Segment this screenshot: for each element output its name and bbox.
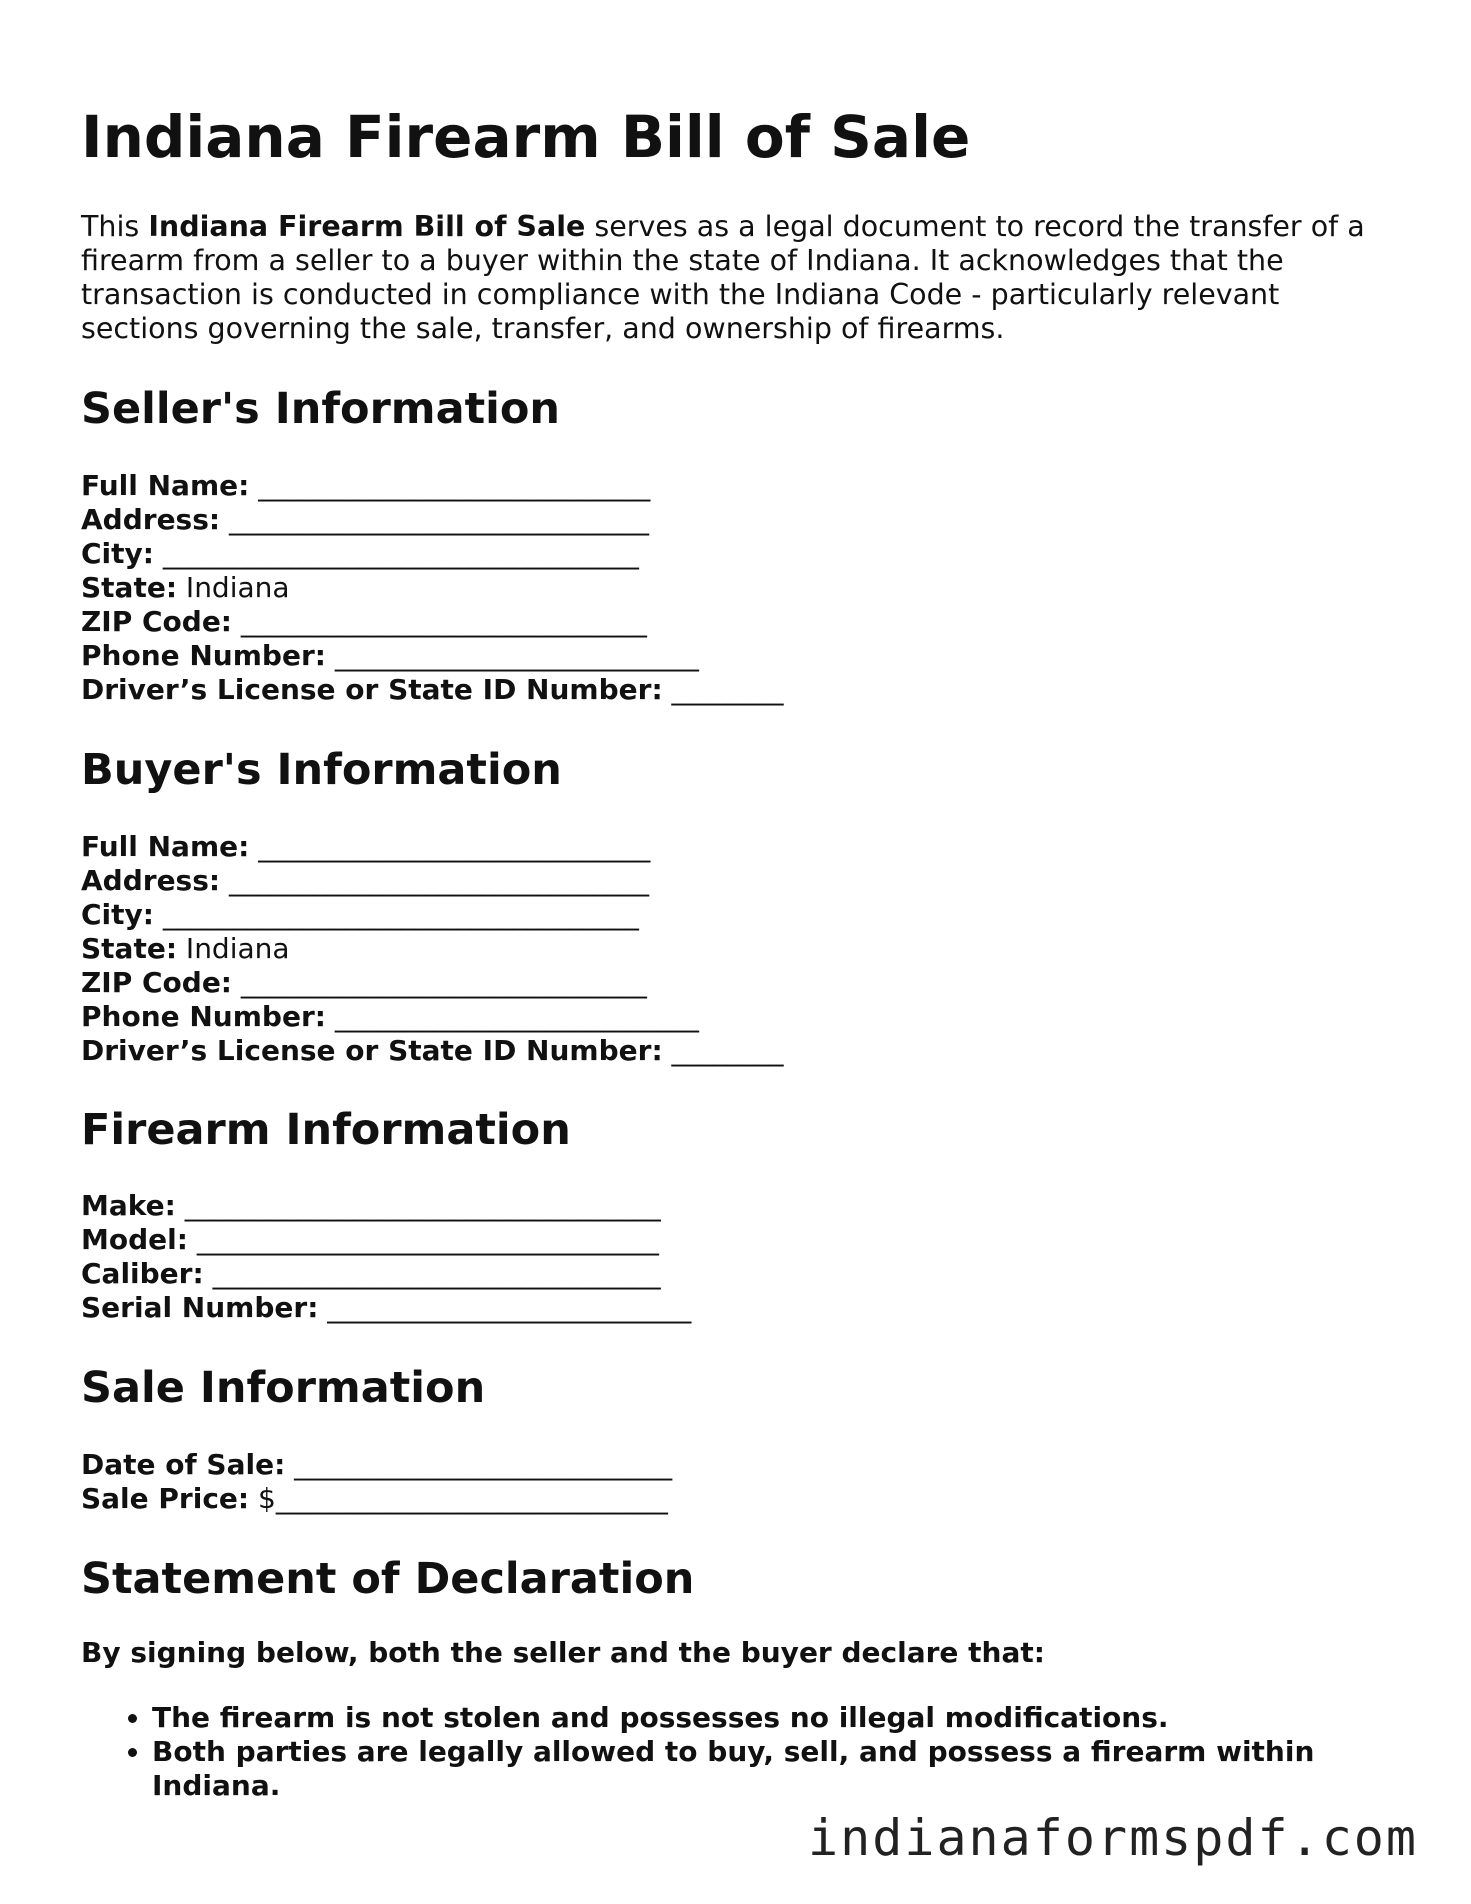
intro-prefix: This <box>81 210 149 243</box>
firearm-make-field[interactable]: Make: __________________________________ <box>81 1189 661 1222</box>
intro-bold-title: Indiana Firearm Bill of Sale <box>148 210 586 243</box>
buyer-zip-field[interactable]: ZIP Code: _____________________________ <box>81 966 647 999</box>
buyer-license-field[interactable]: Driver’s License or State ID Number: ________ <box>81 1034 784 1067</box>
declaration-item: • Both parties are legally allowed to buy, sell, and possess a firearm within Indiana. <box>152 1735 1381 1803</box>
seller-city-field[interactable]: City: __________________________________ <box>81 537 639 570</box>
declaration-list <box>81 1701 1381 1803</box>
sale-price-field[interactable]: Sale Price: $____________________________ <box>81 1482 668 1515</box>
buyer-state-field: State: Indiana <box>81 932 290 965</box>
document-title: Indiana Firearm Bill of Sale <box>81 103 971 171</box>
seller-fields <box>81 469 784 707</box>
seller-license-field[interactable]: Driver’s License or State ID Number: ________ <box>81 673 784 706</box>
buyer-phone-field[interactable]: Phone Number: __________________________ <box>81 1000 699 1033</box>
seller-full-name-field[interactable]: Full Name: ____________________________ <box>81 469 651 502</box>
declaration-item: • The firearm is not stolen and possesses no illegal modifications. <box>152 1701 1381 1735</box>
declaration-lead: By signing below, both the seller and the buyer declare that: <box>81 1636 1045 1669</box>
buyer-fields <box>81 830 784 1068</box>
firearm-fields <box>81 1189 691 1325</box>
buyer-full-name-field[interactable]: Full Name: ____________________________ <box>81 830 651 863</box>
buyer-heading: Buyer's Information <box>81 745 562 795</box>
firearm-model-field[interactable]: Model: _________________________________ <box>81 1223 659 1256</box>
buyer-city-field[interactable]: City: __________________________________ <box>81 898 639 931</box>
intro-paragraph <box>81 210 1401 346</box>
firearm-caliber-field[interactable]: Caliber: ________________________________ <box>81 1257 661 1290</box>
intro-suffix: serves as a legal document to record the transfer of a firearm from a seller to a buyer within the state of Indiana. It acknowledges that the transaction is conducted in compliance with the Indiana Code - particularly relevant sections governing the sale, transfer, and ownership of firearms. <box>81 210 1365 345</box>
sale-heading: Sale Information <box>81 1363 486 1413</box>
watermark-text: indianaformspdf.com <box>808 1809 1418 1867</box>
seller-heading: Seller's Information <box>81 384 561 434</box>
firearm-serial-field[interactable]: Serial Number: __________________________ <box>81 1291 692 1324</box>
sale-date-field[interactable]: Date of Sale: ___________________________ <box>81 1448 673 1481</box>
sale-fields <box>81 1448 672 1516</box>
seller-state-field: State: Indiana <box>81 571 290 604</box>
buyer-address-field[interactable]: Address: ______________________________ <box>81 864 649 897</box>
firearm-heading: Firearm Information <box>81 1105 571 1155</box>
seller-phone-field[interactable]: Phone Number: __________________________ <box>81 639 699 672</box>
seller-zip-field[interactable]: ZIP Code: _____________________________ <box>81 605 647 638</box>
declaration-heading: Statement of Declaration <box>81 1554 695 1604</box>
seller-address-field[interactable]: Address: ______________________________ <box>81 503 649 536</box>
